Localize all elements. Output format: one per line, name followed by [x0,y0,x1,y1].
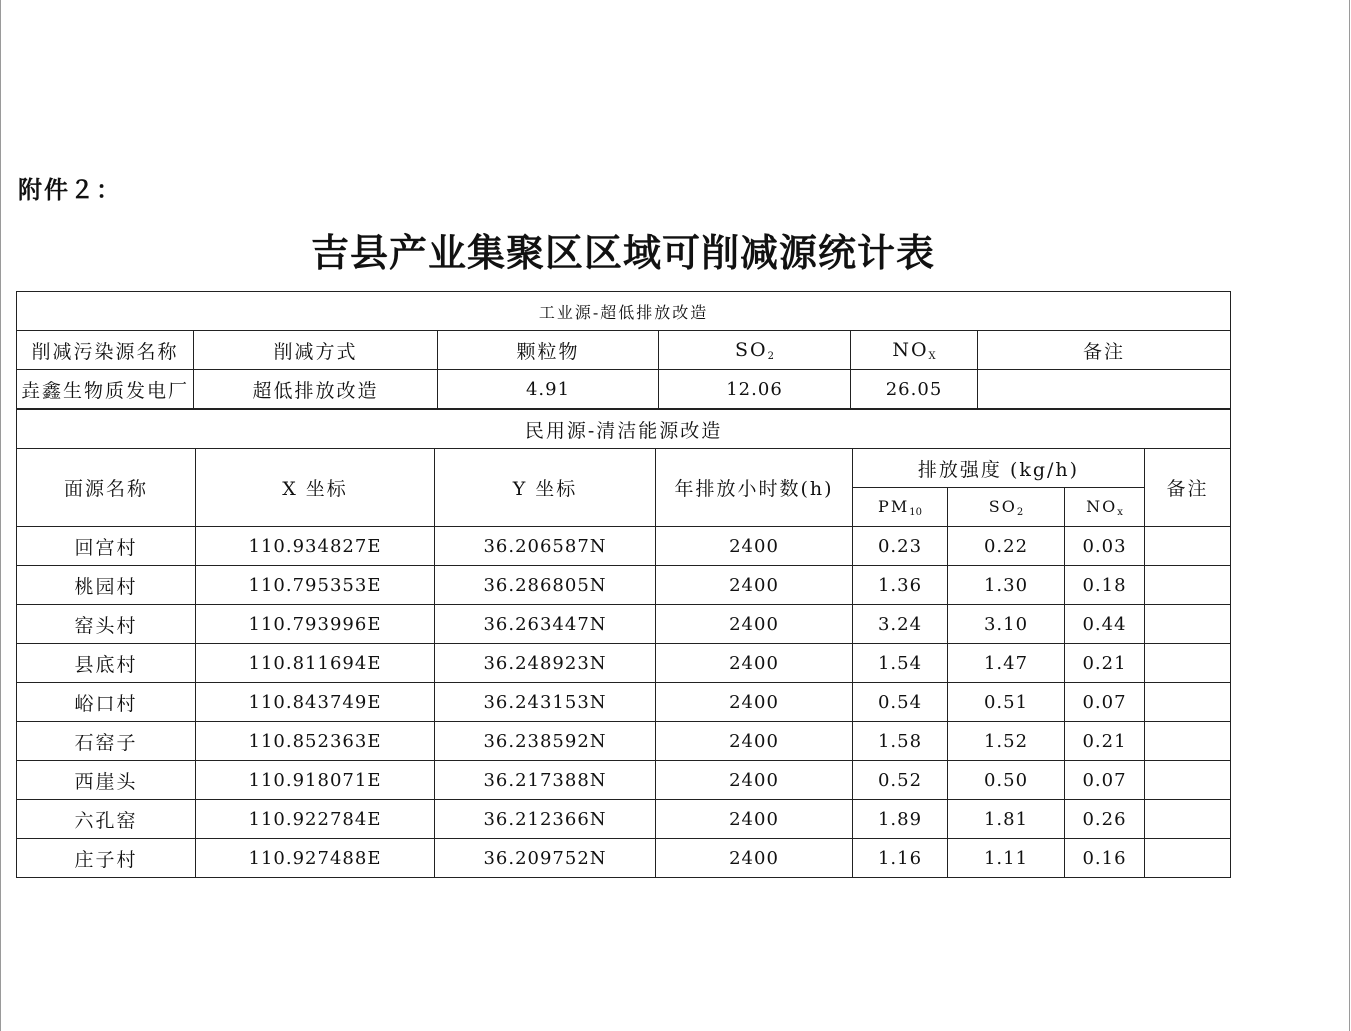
cell-so2: 1.11 [948,839,1065,878]
cell-x-coordinate: 110.811694E [196,644,435,683]
cell-pm10: 1.36 [853,566,948,605]
header-nox [1065,488,1145,527]
cell-area-name: 县底村 [17,644,196,683]
header-remark: 备注 [978,331,1231,370]
header-so2 [948,488,1065,527]
cell-area-name: 六孔窑 [17,800,196,839]
cell-so2: 1.52 [948,722,1065,761]
cell-annual-hours: 2400 [656,839,853,878]
cell-nox: 26.05 [851,370,978,409]
header-emission-intensity: 排放强度 (kg/h) [853,449,1145,488]
page-left-border [0,0,1,1031]
cell-so2: 0.51 [948,683,1065,722]
cell-nox: 0.18 [1065,566,1145,605]
table-row [17,839,1231,878]
header-area-name: 面源名称 [17,449,196,527]
header-nox-text: NO [892,338,929,361]
table-row [17,605,1231,644]
cell-annual-hours: 2400 [656,761,853,800]
cell-pm10: 1.16 [853,839,948,878]
cell-y-coordinate: 36.238592N [435,722,656,761]
header-pm10-text: PM [878,496,910,516]
header-reduction-method: 削减方式 [194,331,438,370]
cell-pm10: 3.24 [853,605,948,644]
cell-nox: 0.21 [1065,722,1145,761]
cell-y-coordinate: 36.217388N [435,761,656,800]
cell-area-name: 峪口村 [17,683,196,722]
cell-remark [1145,644,1231,683]
civil-source-table [16,409,1231,878]
cell-annual-hours: 2400 [656,683,853,722]
cell-nox: 0.16 [1065,839,1145,878]
cell-y-coordinate: 36.206587N [435,527,656,566]
cell-remark [1145,683,1231,722]
header-y-coordinate: Y 坐标 [435,449,656,527]
cell-y-coordinate: 36.286805N [435,566,656,605]
cell-source-name: 垚鑫生物质发电厂 [17,370,194,409]
cell-area-name: 石窑子 [17,722,196,761]
table-row [17,644,1231,683]
cell-pm10: 1.89 [853,800,948,839]
header-so2-subscript: 2 [1016,506,1024,518]
civil-table-body [17,527,1231,878]
cell-x-coordinate: 110.922784E [196,800,435,839]
cell-pm10: 0.52 [853,761,948,800]
header-annual-hours: 年排放小时数(h) [656,449,853,527]
header-nox [851,331,978,370]
header-nox-text: NO [1086,496,1118,516]
cell-area-name: 桃园村 [17,566,196,605]
cell-annual-hours: 2400 [656,527,853,566]
cell-area-name: 庄子村 [17,839,196,878]
cell-x-coordinate: 110.795353E [196,566,435,605]
cell-remark [1145,839,1231,878]
cell-pm10: 0.23 [853,527,948,566]
cell-pm10: 1.58 [853,722,948,761]
header-pm10-subscript: 10 [909,506,922,518]
cell-area-name: 西崖头 [17,761,196,800]
cell-y-coordinate: 36.212366N [435,800,656,839]
table-row [17,722,1231,761]
cell-x-coordinate: 110.918071E [196,761,435,800]
cell-reduction-method: 超低排放改造 [194,370,438,409]
cell-area-name: 回宫村 [17,527,196,566]
table-row [17,566,1231,605]
header-nox-subscript: x [1117,506,1123,518]
header-nox-subscript: X [928,350,936,362]
cell-y-coordinate: 36.263447N [435,605,656,644]
attachment-label: 附件２： [18,176,122,204]
cell-annual-hours: 2400 [656,605,853,644]
header-so2-subscript: 2 [767,350,774,362]
cell-annual-hours: 2400 [656,800,853,839]
table-row [17,683,1231,722]
header-so2-text: SO [735,338,768,361]
cell-nox: 0.07 [1065,761,1145,800]
header-so2 [659,331,851,370]
table-row [17,761,1231,800]
cell-remark [1145,605,1231,644]
cell-remark [1145,800,1231,839]
cell-remark [1145,722,1231,761]
industrial-data-row [17,370,1231,409]
cell-y-coordinate: 36.243153N [435,683,656,722]
header-remark: 备注 [1145,449,1231,527]
cell-nox: 0.03 [1065,527,1145,566]
cell-so2: 12.06 [659,370,851,409]
cell-remark [1145,761,1231,800]
industrial-section-title: 工业源-超低排放改造 [17,292,1231,331]
cell-particulate: 4.91 [438,370,659,409]
header-so2-text: SO [988,496,1017,516]
cell-x-coordinate: 110.793996E [196,605,435,644]
table-row [17,800,1231,839]
industrial-header-row [17,331,1231,370]
civil-header-row [17,449,1231,488]
cell-nox: 0.07 [1065,683,1145,722]
page-right-border [1349,0,1350,1031]
industrial-source-table [16,291,1231,409]
cell-x-coordinate: 110.852363E [196,722,435,761]
header-source-name: 削减污染源名称 [17,331,194,370]
cell-pm10: 1.54 [853,644,948,683]
cell-y-coordinate: 36.248923N [435,644,656,683]
header-pm10 [853,488,948,527]
cell-x-coordinate: 110.927488E [196,839,435,878]
cell-area-name: 窑头村 [17,605,196,644]
cell-nox: 0.26 [1065,800,1145,839]
cell-so2: 1.47 [948,644,1065,683]
table-row [17,527,1231,566]
civil-section-title: 民用源-清洁能源改造 [17,410,1231,449]
cell-pm10: 0.54 [853,683,948,722]
cell-so2: 3.10 [948,605,1065,644]
page-title: 吉县产业集聚区区域可削减源统计表 [310,230,935,275]
cell-annual-hours: 2400 [656,722,853,761]
cell-nox: 0.44 [1065,605,1145,644]
cell-remark [1145,527,1231,566]
cell-remark [1145,566,1231,605]
cell-so2: 0.50 [948,761,1065,800]
cell-so2: 1.30 [948,566,1065,605]
cell-nox: 0.21 [1065,644,1145,683]
cell-y-coordinate: 36.209752N [435,839,656,878]
cell-x-coordinate: 110.843749E [196,683,435,722]
cell-so2: 1.81 [948,800,1065,839]
header-x-coordinate: X 坐标 [196,449,435,527]
cell-x-coordinate: 110.934827E [196,527,435,566]
cell-so2: 0.22 [948,527,1065,566]
cell-annual-hours: 2400 [656,566,853,605]
header-particulate: 颗粒物 [438,331,659,370]
cell-remark [978,370,1231,409]
cell-annual-hours: 2400 [656,644,853,683]
